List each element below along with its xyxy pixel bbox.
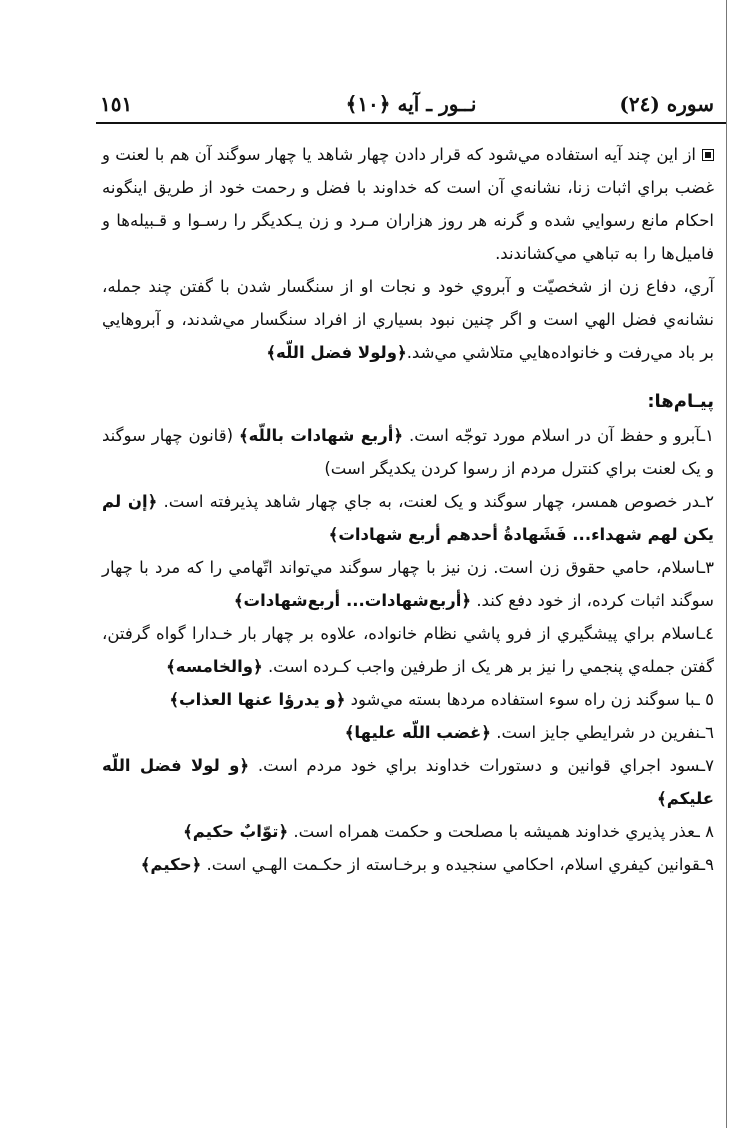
quran-quote: ﴿ولولا فضل اللّه﴾ xyxy=(266,343,407,362)
page-number: ١٥١ xyxy=(100,92,133,116)
square-bullet-icon xyxy=(702,149,714,161)
list-item: ٥ ـبا سوگند زن راه سوء استفاده مردها بسته مي‌شود ﴿و يدرؤا عنها العذاب﴾ xyxy=(169,690,714,709)
intro-paragraph-2: آري، دفاع زن از شخصيّت و آبروي خود و نجات او از سنگسار شدن با گفتن چند جمله، نشانه‌ي فضل الهي است و اگر چنين نبود بسياري از افراد سنگسار مي‌شدند، و آبروهايي بر باد مي‌رفت و خانواده‌هايي متلاشي مي‌شد.﴿ولولا فضل اللّه﴾ xyxy=(102,277,714,362)
quran-quote: ﴿توّابٌ حكيم﴾ xyxy=(183,822,289,841)
quran-quote: ﴿غضب اللّه عليها﴾ xyxy=(344,723,491,742)
quran-quote: ﴿أربع‌شهادات... أربع‌شهادات﴾ xyxy=(233,591,472,610)
list-item: ٦ـنفرين در شرايطي جايز است. ﴿غضب اللّه عليها﴾ xyxy=(344,723,714,742)
quran-quote: ﴿حكيم﴾ xyxy=(140,855,202,874)
messages-heading: پيـام‌ها: xyxy=(647,391,714,412)
lessons-list xyxy=(102,419,714,881)
list-item: ٩ـقوانين كيفري اسلام، احكامي سنجيده و برخـاسته از حكـمت الهـي است. ﴿حكيم﴾ xyxy=(140,855,714,874)
quran-quote: ﴿والخامسه﴾ xyxy=(166,657,263,676)
page-body xyxy=(96,138,726,881)
list-item: ٢ـدر خصوص همسر، چهار سوگند و يک لعنت، به جاي چهار شاهد پذيرفته است. ﴿إن لم يكن لهم شهداء... فَشَهادةُ أحدهم أربع شهادات﴾ xyxy=(102,492,715,544)
quran-quote: ﴿إن لم يكن لهم شهداء... فَشَهادةُ أحدهم أربع شهادات﴾ xyxy=(102,492,714,544)
surah-label: سوره (٢٤) xyxy=(619,92,714,116)
list-item: ٨ ـعذر پذيري خداوند هميشه با مصلحت و حكمت همراه است. ﴿توّابٌ حكيم﴾ xyxy=(183,822,714,841)
surah-verse-title: نــور ـ آيه ﴿١٠﴾ xyxy=(345,92,477,116)
quran-quote: ﴿و يدرؤا عنها العذاب﴾ xyxy=(169,690,346,709)
page-header xyxy=(96,88,726,124)
list-item: ١ـآبرو و حفظ آن در اسلام مورد توجّه است. ﴿أربع شهادات باللّه﴾ (قانون چهار سوگند و يک لعنت براي كنترل مردم از رسوا كردن يكديگر است) xyxy=(102,426,714,478)
book-page xyxy=(96,88,726,1108)
page-edge-line xyxy=(726,0,727,1128)
quran-quote: ﴿و لولا فضل اللّه عليكم﴾ xyxy=(102,756,714,808)
list-item: ٤ـاسلام براي پيشگيري از فرو پاشي نظام خانواده، علاوه بر چهار بار خـدارا گواه گرفتن، گفتن جمله‌ي پنجمي را نيز بر هر يک از طرفين واجب كـرده است. ﴿والخامسه﴾ xyxy=(102,624,714,676)
list-item: ٣ـاسلام، حامي حقوق زن است. زن نيز با چهار سوگند مي‌تواند اتّهامي را كه مرد با چهار سوگند اثبات كرده، از خود دفع كند. ﴿أربع‌شهادات... أربع‌شهادات﴾ xyxy=(102,558,714,610)
quran-quote: ﴿أربع شهادات باللّه﴾ xyxy=(238,426,404,445)
intro-paragraph-1: از اين چند آيه استفاده مي‌شود كه قرار دادن چهار شاهد يا چهار سوگند آن هم با لعنت و غضب براي اثبات زنا، نشانه‌ي آن است كه خداوند با فضل و رحمت خود از طريق اينگونه احكام مانع رسوايي شده و گرنه هر روز هزاران مـرد و زن يـكديگر را رسـوا و قـبيله‌ها و فاميل‌ها را به تباهي مي‌كشاندند. xyxy=(102,145,714,263)
list-item: ٧ـسود اجراي قوانين و دستورات خداوند براي خود مردم است. ﴿و لولا فضل اللّه عليكم﴾ xyxy=(102,756,714,808)
